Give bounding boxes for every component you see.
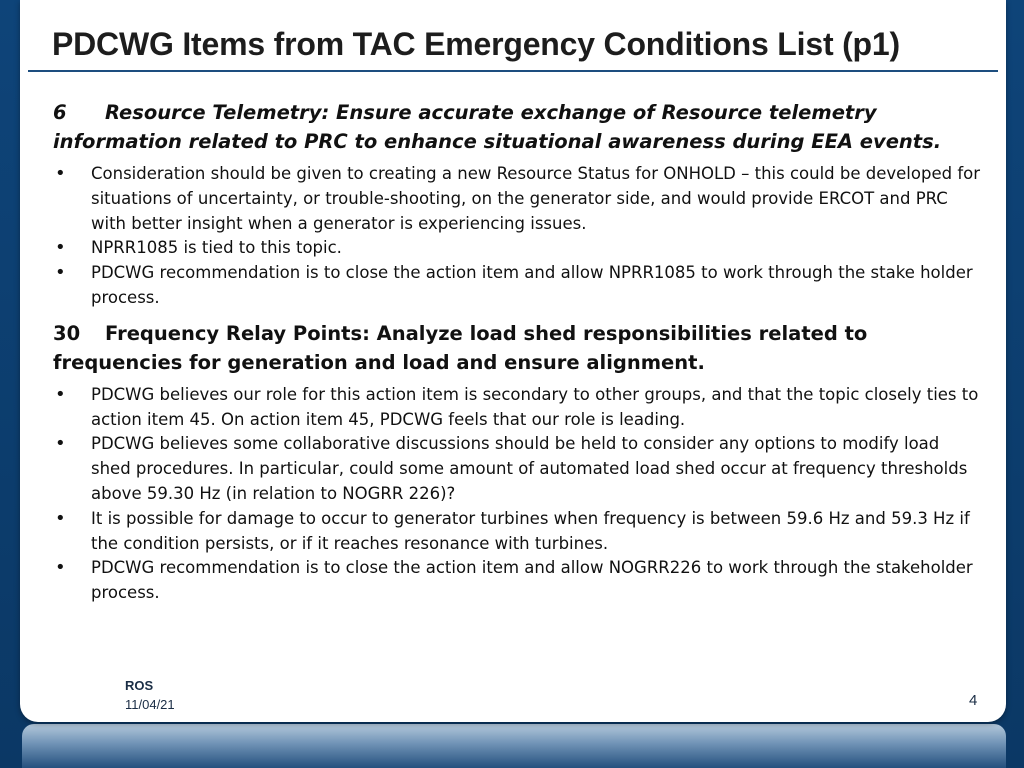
footer-org-label: ROS	[125, 678, 154, 693]
footer-date: 11/04/21	[125, 697, 175, 712]
bullet-list-frequency-relay-points	[53, 383, 983, 606]
section-heading-frequency-relay-points	[53, 319, 983, 377]
section-heading-resource-telemetry	[53, 98, 983, 156]
section-heading-text: Resource Telemetry: Ensure accurate exchange of Resource telemetry information related to PRC to enhance situational awareness during EEA events.	[53, 101, 942, 153]
slide-content	[53, 98, 983, 614]
list-item: • PDCWG recommendation is to close the action item and allow NOGRR226 to work through the stakeholder process.	[53, 556, 983, 606]
list-item: • PDCWG recommendation is to close the action item and allow NPRR1085 to work through the stake holder process.	[53, 261, 983, 311]
section-number: 6	[53, 101, 67, 124]
list-item: • PDCWG believes our role for this action item is secondary to other groups, and that the topic closely ties to action item 45. On action item 45, PDCWG feels that our role is leading.	[53, 383, 983, 433]
title-divider	[28, 70, 998, 72]
slide-title: PDCWG Items from TAC Emergency Conditions List (p1)	[52, 26, 900, 62]
footer-bar	[22, 724, 1006, 768]
list-item: • It is possible for damage to occur to generator turbines when frequency is between 59.6 Hz and 59.3 Hz if the condition persists, or if it reaches resonance with turbines.	[53, 507, 983, 557]
bullet-list-resource-telemetry	[53, 162, 983, 311]
page-number: 4	[969, 692, 978, 709]
list-item: • NPRR1085 is tied to this topic.	[53, 236, 983, 261]
section-number: 30	[53, 321, 81, 345]
slide-panel	[20, 0, 1006, 722]
section-heading-text: Frequency Relay Points: Analyze load shed responsibilities related to frequencies for generation and load and ensure alignment.	[53, 321, 868, 374]
list-item: • Consideration should be given to creating a new Resource Status for ONHOLD – this could be developed for situations of uncertainty, or trouble-shooting, on the generator side, and would provide ERCOT and PRC with better insight when a generator is experiencing issues.	[53, 162, 983, 236]
list-item: • PDCWG believes some collaborative discussions should be held to consider any options to modify load shed procedures. In particular, could some amount of automated load shed occur at frequency thresholds above 59.30 Hz (in relation to NOGRR 226)?	[53, 432, 983, 506]
